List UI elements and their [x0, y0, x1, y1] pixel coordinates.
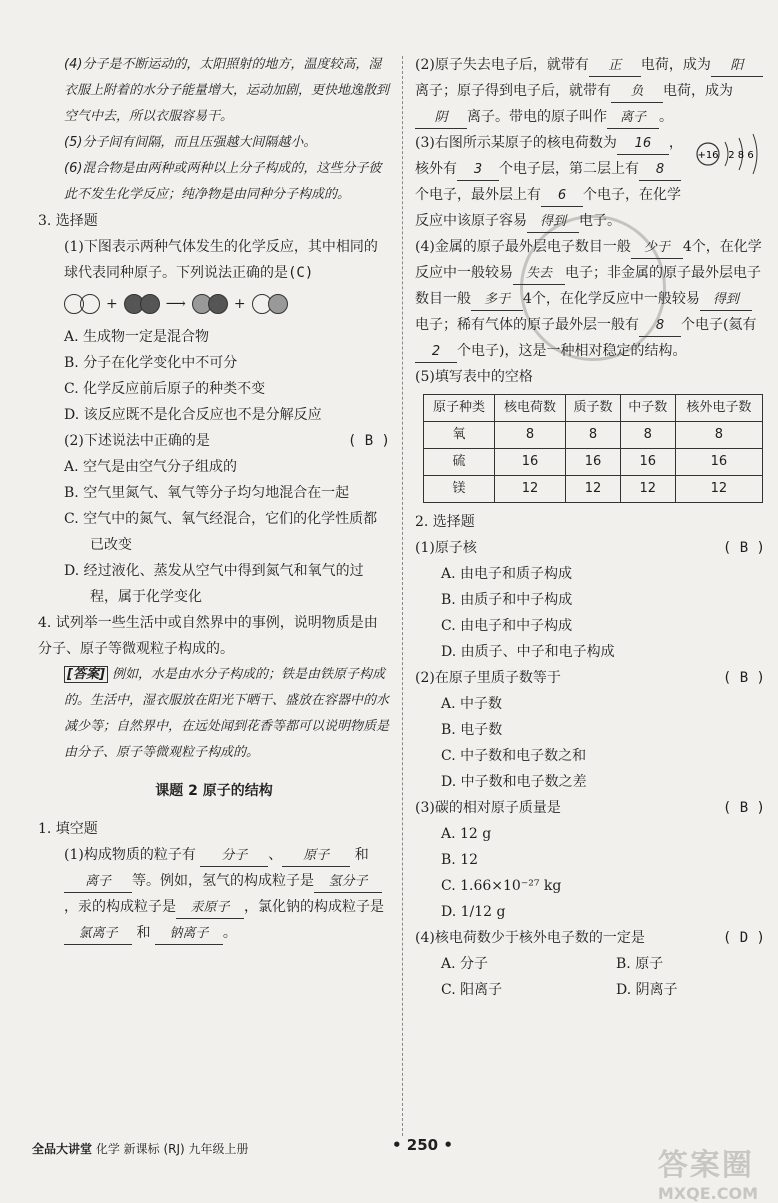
choice-question-1-stem [415, 535, 765, 561]
plus-sign-icon: + [106, 296, 118, 312]
text: ，汞的构成粒子是 [64, 899, 176, 915]
table-cell: 8 [566, 422, 621, 449]
answer-choice: ( B ) [722, 800, 765, 816]
text: 。 [222, 925, 237, 941]
text: 、 [268, 847, 283, 863]
option-item: D. 经过液化、蒸发从空气中得到氮气和氧气的过程，属于化学变化 [64, 563, 364, 605]
option-item: B. 电子数 [441, 722, 503, 738]
reaction-diagram [64, 290, 390, 318]
option-item: A. 空气是由空气分子组成的 [64, 459, 238, 475]
blank-answer: 8 [639, 160, 681, 181]
text: (3)右图所示某原子的核电荷数为 [415, 135, 617, 151]
text: 电子。 [579, 213, 621, 229]
fill-blank-question-2 [415, 52, 765, 130]
text: 个电子层，第二层上有 [499, 161, 639, 177]
question-stem-text: (1)下图表示两种气体发生的化学反应，其中相同的球代表同种原子。下列说法正确的是 [64, 239, 378, 281]
table-row [424, 449, 763, 476]
product-molecule-1 [192, 294, 228, 314]
text: 电荷，成为 [663, 83, 733, 99]
choice-question-4-options [415, 951, 765, 1003]
choice-question-2-options [415, 691, 765, 795]
blank-answer: 负 [611, 82, 663, 103]
blank-answer: 离子 [607, 108, 659, 129]
text: 个电子，最外层上有 [415, 187, 541, 203]
option-item: D. 该反应既不是化合反应也不是分解反应 [64, 407, 322, 423]
atom-structure-diagram [695, 130, 765, 182]
table-row [424, 476, 763, 503]
option-item: B. 由质子和中子构成 [441, 592, 573, 608]
watermark-text: 答案圈 [657, 1148, 754, 1183]
text: 和 [354, 847, 369, 863]
answer-tag: [答案] [64, 666, 108, 683]
option-item: D. 中子数和电子数之差 [441, 774, 587, 790]
question-3-2-stem [38, 428, 390, 454]
blank-answer: 8 [639, 316, 681, 337]
text: 4个，在化学反应中一般较易 [415, 239, 762, 281]
atom-nucleus-label: +16 [697, 150, 719, 161]
table-header-row [424, 395, 763, 422]
blank-answer: 氢分子 [314, 872, 382, 893]
option-item: A. 12 g [441, 826, 492, 842]
table-cell: 16 [495, 449, 566, 476]
option-item: C. 1.66×10⁻²⁷ kg [441, 878, 562, 894]
blank-answer: 16 [617, 134, 669, 155]
table-cell: 8 [675, 422, 762, 449]
left-column [38, 52, 390, 946]
option-item: C. 空气中的氮气、氧气经混合，它们的化学性质都已改变 [64, 511, 378, 553]
blank-answer: 汞原子 [176, 898, 244, 919]
blank-answer: 离子 [64, 872, 132, 893]
table-cell: 硫 [424, 449, 495, 476]
text: 个电子，在化学反应中该原子容易 [415, 187, 681, 229]
table-row [424, 422, 763, 449]
text: ，核外有 [415, 135, 683, 177]
answer-choice: (C) [288, 265, 314, 281]
option-item: A. 生成物一定是混合物 [64, 329, 210, 345]
question-3-1-options [38, 324, 390, 428]
option-item: C. 化学反应前后原子的种类不变 [64, 381, 266, 397]
table-cell: 12 [495, 476, 566, 503]
text: (4)金属的原子最外层电子数目一般 [415, 239, 631, 255]
answer-choice: ( B ) [722, 670, 765, 686]
table-cell: 8 [620, 422, 675, 449]
question-stem-text: (1)原子核 [415, 540, 477, 556]
blank-answer: 少于 [631, 238, 683, 259]
blank-answer: 2 [415, 342, 457, 363]
table-cell: 12 [620, 476, 675, 503]
option-item: B. 12 [441, 852, 479, 868]
atom-table [423, 394, 763, 503]
section-title: 课题 2 原子的结构 [155, 783, 273, 799]
fill-blank-question-5: (5)填写表中的空格 [415, 369, 533, 385]
text: (2)原子失去电子后，就带有 [415, 57, 589, 73]
answer-paragraph-6: (6)混合物是由两种或两种以上分子构成的，这些分子彼此不发生化学反应；纯净物是由同种分子构成的。 [64, 161, 382, 202]
text: ，氯化钠的构成粒子是 [244, 899, 384, 915]
blank-answer: 阴 [415, 108, 467, 129]
question-4-answer [38, 662, 390, 766]
right-column [415, 52, 765, 1003]
text: 离子。带电的原子叫作 [467, 109, 607, 125]
option-item: C. 中子数和电子数之和 [441, 748, 587, 764]
text: 个电子(氦有 [681, 317, 757, 333]
choice-question-3-options [415, 821, 765, 925]
question-stem-text: (2)下述说法中正确的是 [64, 433, 210, 449]
table-cell: 12 [675, 476, 762, 503]
table-body [424, 422, 763, 503]
question-3-1-stem [38, 234, 390, 286]
choice-question-2-stem [415, 665, 765, 691]
blank-answer: 阳 [711, 56, 763, 77]
answer-choice: ( B ) [722, 540, 765, 556]
book-info: 化学 新课标 (RJ) 九年级上册 [95, 1142, 249, 1156]
table-header-cell: 核电荷数 [495, 395, 566, 422]
text: (1)构成物质的粒子有 [64, 847, 196, 863]
option-item: D. 阴离子 [616, 982, 678, 998]
question-4-stem: 4. 试列举一些生活中或自然界中的事例，说明物质是由分子、原子等微观粒子构成的。 [38, 615, 378, 657]
answer-paragraph-5: (5)分子间有间隔，而且压强越大间隔越小。 [64, 135, 317, 150]
atom-shell-electrons: 2 8 6 [728, 150, 754, 161]
blank-answer: 正 [589, 56, 641, 77]
option-item: D. 1/12 g [441, 904, 506, 920]
table-cell: 镁 [424, 476, 495, 503]
option-item: B. 空气里氮气、氧气等分子均匀地混合在一起 [64, 485, 350, 501]
table-cell: 8 [495, 422, 566, 449]
option-item: A. 分子 [441, 956, 489, 972]
reactant-molecule-1 [64, 294, 100, 314]
blank-answer: 6 [541, 186, 583, 207]
watermark-url: MXQE.COM [657, 1184, 758, 1203]
blank-answer: 钠离子 [155, 924, 223, 945]
option-item: D. 由质子、中子和电子构成 [441, 644, 615, 660]
blank-answer: 原子 [282, 846, 350, 867]
option-item: A. 由电子和质子构成 [441, 566, 573, 582]
option-item: B. 分子在化学变化中不可分 [64, 355, 238, 371]
text: 4个，在化学反应中一般较易 [523, 291, 700, 307]
answer-choice: ( B ) [347, 433, 390, 449]
blank-answer: 3 [457, 160, 499, 181]
answer-paragraph-4: (4)分子是不断运动的，太阳照射的地方，温度较高，湿衣服上附着的水分子能量增大，运动加剧，更快地逸散到空气中去，所以衣服容易干。 [64, 57, 390, 124]
option-item: C. 由电子和中子构成 [441, 618, 573, 634]
text: 等。例如，氢气的构成粒子是 [132, 873, 314, 889]
product-molecule-2 [252, 294, 288, 314]
choice-question-3-stem [415, 795, 765, 821]
plus-sign-icon-2: + [233, 296, 246, 312]
fill-blank-question-1 [38, 842, 390, 946]
text: 电子；稀有气体的原子最外层一般有 [415, 317, 639, 333]
table-header-cell: 质子数 [566, 395, 621, 422]
option-item: B. 原子 [616, 956, 664, 972]
page-number: • 250 • [392, 1136, 453, 1154]
text: 电荷，成为 [640, 57, 711, 73]
table-header-cell: 原子种类 [424, 395, 495, 422]
question-stem-text: (3)碳的相对原子质量是 [415, 800, 561, 816]
table-cell: 16 [620, 449, 675, 476]
blank-answer: 失去 [513, 264, 565, 285]
table-cell: 氧 [424, 422, 495, 449]
text: 和 [136, 925, 151, 941]
column-divider [402, 56, 404, 1136]
question-3-label: 3. 选择题 [38, 213, 98, 229]
table-header-cell: 中子数 [620, 395, 675, 422]
table-cell: 12 [566, 476, 621, 503]
blank-answer: 分子 [200, 846, 268, 867]
fill-blank-label: 1. 填空题 [38, 821, 98, 837]
choice-section-label: 2. 选择题 [415, 514, 475, 530]
option-item: A. 中子数 [441, 696, 503, 712]
blank-answer: 多于 [471, 290, 523, 311]
question-stem-text: (4)核电荷数少于核外电子数的一定是 [415, 930, 645, 946]
question-3-2-options [38, 454, 390, 610]
blank-answer: 氯离子 [64, 924, 132, 945]
page-footer [32, 1136, 752, 1157]
brand-name: 全品大讲堂 [32, 1142, 93, 1156]
blank-answer: 得到 [527, 212, 579, 233]
arrow-icon: ⟶ [165, 296, 186, 312]
table-cell: 16 [675, 449, 762, 476]
text: 电子；非金属的原子最外层电子数目一般 [415, 265, 761, 307]
text: 个电子)，这是一种相对稳定的结构。 [457, 343, 687, 359]
text: 。 [659, 109, 673, 125]
answer-choice: ( D ) [722, 930, 765, 946]
choice-question-4-stem [415, 925, 765, 951]
reactant-molecule-2 [124, 294, 160, 314]
answer-text: 例如，水是由水分子构成的；铁是由铁原子构成的。生活中，湿衣服放在阳光下晒干、盛放在容器中的水减少等；自然界中，在远处闻到花香等都可以说明物质是由分子、原子等微观粒子构成的。 [64, 667, 390, 760]
question-stem-text: (2)在原子里质子数等于 [415, 670, 561, 686]
table-header-cell: 核外电子数 [675, 395, 762, 422]
text: 离子；原子得到电子后，就带有 [415, 83, 611, 99]
site-watermark [658, 1140, 758, 1203]
option-item: C. 阳离子 [441, 982, 503, 998]
blank-answer: 得到 [700, 290, 752, 311]
table-cell: 16 [566, 449, 621, 476]
choice-question-1-options [415, 561, 765, 665]
